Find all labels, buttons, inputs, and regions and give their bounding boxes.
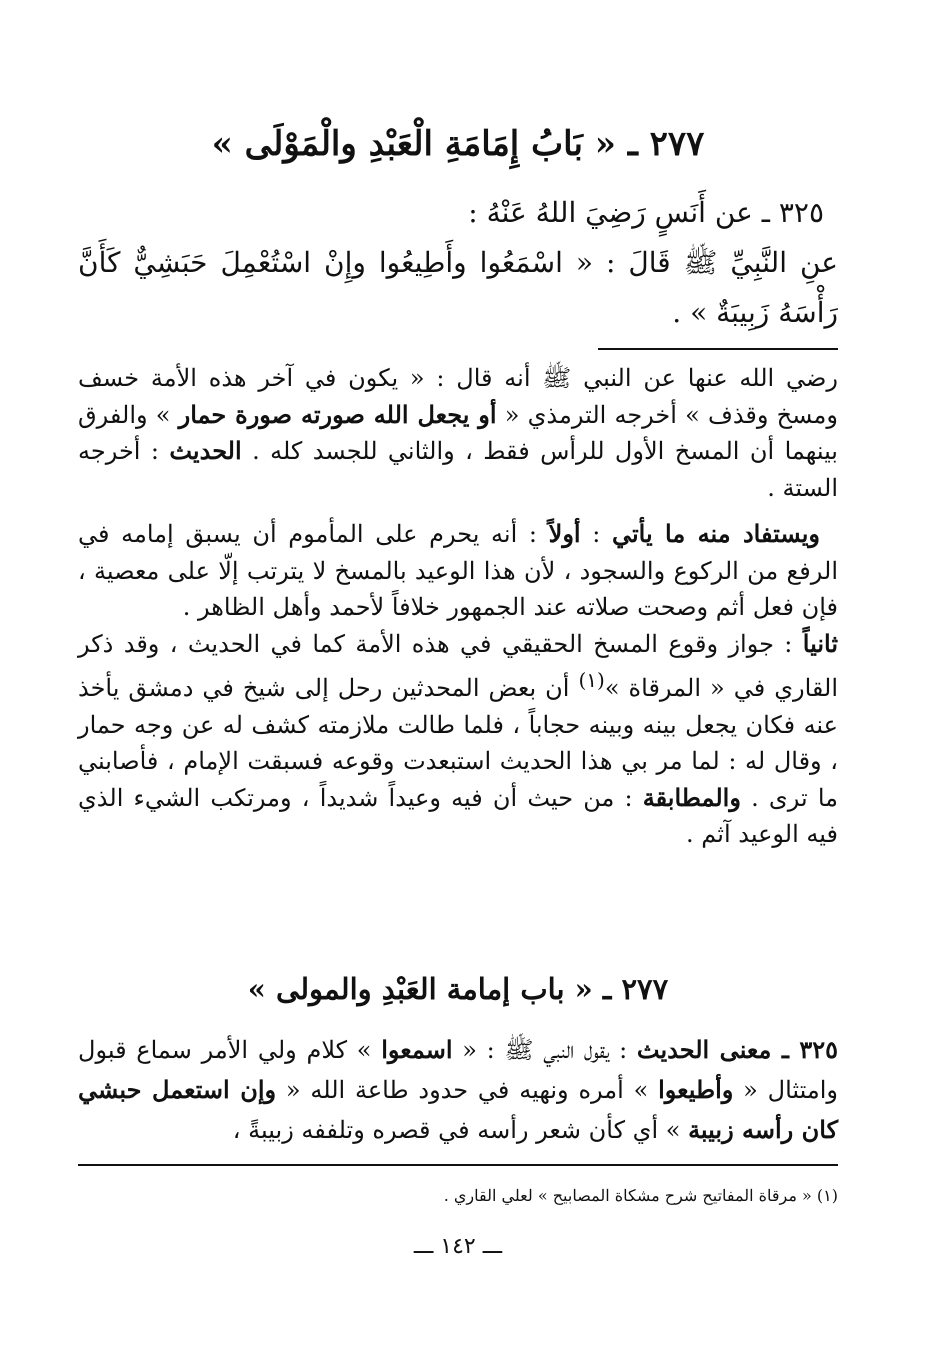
commentary-text: » والفرق بينهما أن المسخ الأول للرأس فقط ، والثاني للجسد كله .: [78, 400, 838, 465]
meaning-text: » كلام ولي الأمر سماع قبول وامتثال «: [78, 1036, 839, 1104]
page-number: ـــ ١٤٢ ـــ: [413, 1234, 503, 1259]
hadith-separator-line: [598, 348, 838, 350]
meaning-bold: وأطيعوا: [658, 1075, 734, 1104]
commentary-bold: ثانياً: [802, 628, 838, 658]
commentary-text: :: [580, 520, 612, 548]
meaning-paragraph: [78, 1030, 838, 1150]
hadith-text: عنِ النَّبِيِّ ﷺ قَالَ : « اسْمَعُوا وأَطِيعُوا وإِنْ اسْتُعْمِلَ حَبَشِيٌّ كَأَنَّ رَأْسَهُ زَبِيبَةٌ » .: [78, 246, 838, 329]
commentary-bold: الحديث: [169, 436, 242, 465]
section-title: ٢٧٧ ـ « باب إمامة العَبْدِ والمولى »: [247, 972, 669, 1006]
footnote-separator-line: [78, 1164, 838, 1166]
meaning-text: : يقول النبي ﷺ : «: [452, 1036, 637, 1064]
footnote: (١) « مرقاة المفاتيح شرح مشكاة المصابيح » لعلي القاري .: [443, 1186, 838, 1205]
meaning-bold: وإن استعمل حبشي كان رأسه زبيبة: [78, 1075, 838, 1144]
commentary-text: : جواز وقوع المسخ الحقيقي في هذه الأمة كما في الحديث ، وقد ذكر القاري في « المرقاة »: [78, 629, 839, 702]
commentary-paragraph-1: [78, 360, 838, 506]
hadith-block: [78, 188, 838, 338]
commentary-text: : من حيث أن فيه وعيداً شديداً ، ومرتكب الشيء الذي فيه الوعيد آثم .: [78, 783, 838, 848]
hadith-intro: ٣٢٥ ـ عن أَنَسٍ رَضِيَ اللهُ عَنْهُ :: [468, 196, 824, 229]
chapter-title: ٢٧٧ ـ « بَابُ إِمَامَةِ الْعَبْدِ والْمَوْلَى »: [211, 124, 705, 164]
commentary: [78, 360, 838, 853]
commentary-text: أن بعض المحدثين رحل إلى شيخ في دمشق يأخذ عنه فكان يجعل بينه وبينه حجاباً ، فلما طالت ملازمته كشف له عن وجه حمار ، وقال له : لما مر بي هذا الحديث استبعدت وقوعه فسبقت الإمام ، فأصابني ما ترى .: [78, 674, 838, 812]
commentary-paragraph-3: [78, 626, 838, 853]
commentary-text: : أنه يحرم على المأموم أن يسبق إمامه في الرفع من الركوع والسجود ، لأن هذا الوعيد بالمسخ لا يترتب إلّا على معصية ، فإن فعل أثم وصحت صلاته عند الجمهور خلافاً لأحمد وأهل الظاهر .: [78, 520, 838, 621]
commentary-bold: والمطابقة: [642, 782, 741, 812]
commentary-text: : أخرجه الستة .: [78, 437, 838, 502]
hadith-meaning: [78, 1030, 838, 1150]
meaning-bold: اسمعوا: [381, 1035, 453, 1064]
meaning-text: » أمره ونهيه في حدود طاعة الله «: [276, 1076, 659, 1104]
meaning-bold: ٣٢٥ ـ معنى الحديث: [636, 1035, 838, 1064]
commentary-text: رضي الله عنها عن النبي ﷺ أنه قال : « يكون في آخر هذه الأمة خسف ومسخ وقذف » أخرجه الترمذي «: [78, 364, 839, 429]
commentary-bold: أولاً: [548, 519, 581, 548]
commentary-bold: ويستفاد منه ما يأتي: [612, 519, 821, 548]
commentary-bold: أو يجعل الله صورته صورة حمار: [178, 399, 497, 429]
meaning-text: » أي كأن شعر رأسه في قصره وتلففه زبيبةً ،: [232, 1116, 689, 1144]
footnote-reference: (١): [578, 668, 605, 692]
book-page: [78, 0, 838, 1367]
commentary-paragraph-2: [78, 516, 838, 626]
